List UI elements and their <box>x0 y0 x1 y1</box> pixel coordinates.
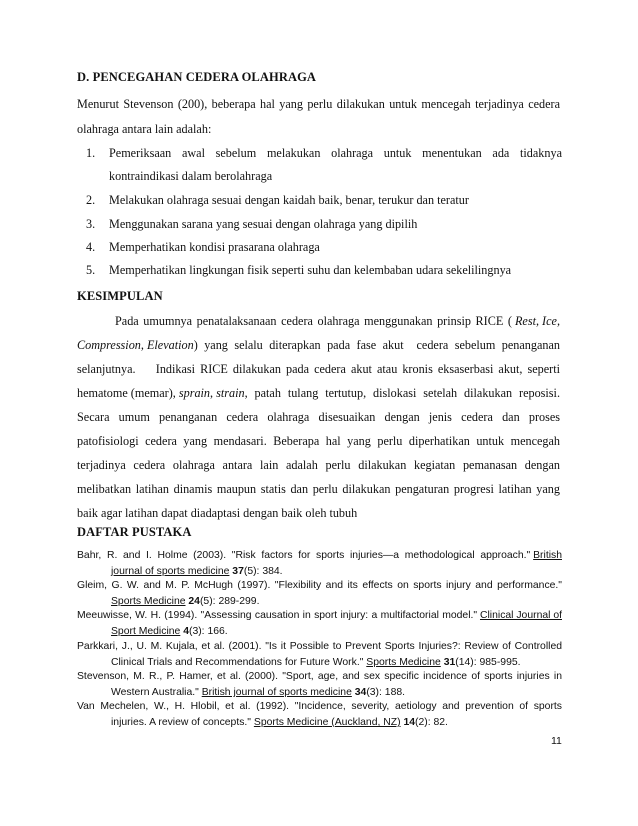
kesimpulan-line-1 <box>115 314 560 329</box>
kesimpulan-line-5: Secara umum penanganan cedera olahraga disesuaikan dengan jenis cedera dan proses <box>77 410 560 424</box>
kesimpulan-text: , patah tulang tertutup, dislokasi setelah dilakukan reposisi. <box>244 386 560 400</box>
reference-entry-continued <box>111 687 562 698</box>
kesimpulan-text: hematome (memar), <box>77 386 179 400</box>
reference-entry <box>77 610 562 621</box>
reference-entry-continued <box>111 626 562 637</box>
reference-entry: Parkkari, J., U. M. Kujala, et al. (2001). "Is it Possible to Prevent Sports Injuries?: Review of Controlled <box>77 641 562 652</box>
list-item-text: Melakukan olahraga sesuai dengan kaidah baik, benar, terukur dan teratur <box>109 193 469 207</box>
list-item-number: 4. <box>86 240 96 254</box>
reference-link[interactable]: Sport Medicine <box>111 626 181 637</box>
reference-entry <box>77 550 562 561</box>
list-item-number: 1. <box>86 146 96 160</box>
daftar-pustaka-heading: DAFTAR PUSTAKA <box>77 525 192 539</box>
kesimpulan-line-4 <box>77 386 560 401</box>
reference-entry: Van Mechelen, W., H. Hlobil, et al. (1992). "Incidence, severity, aetiology and prevention of sports <box>77 701 562 712</box>
list-item-text: Memperhatikan lingkungan fisik seperti suhu dan kelembaban udara sekelilingnya <box>109 263 512 277</box>
kesimpulan-line-9: baik agar latihan dapat diadaptasi dengan baik oleh tubuh <box>77 506 358 520</box>
reference-entry: Gleim, G. W. and M. P. McHugh (1997). "Flexibility and its effects on sports injury and performance." <box>77 580 562 591</box>
reference-entry-continued <box>111 717 562 728</box>
reference-volume: 24 <box>188 596 200 607</box>
list-item-text: Menggunakan sarana yang sesuai dengan olahraga yang dipilih <box>109 217 418 231</box>
section-d-heading: D. PENCEGAHAN CEDERA OLAHRAGA <box>77 70 317 84</box>
reference-link[interactable]: Sports Medicine <box>111 596 186 607</box>
kesimpulan-heading: KESIMPULAN <box>77 289 163 303</box>
kesimpulan-text: Pada umumnya penatalaksanaan cedera olahraga menggunakan prinsip RICE ( <box>115 314 512 328</box>
kesimpulan-text: ) yang selalu diterapkan pada fase akut cedera sebelum penanganan <box>193 338 560 352</box>
kesimpulan-line-6: patofisiologi cedera yang mendasari. Beberapa hal yang perlu diperhatikan untuk mencegah <box>77 434 560 448</box>
reference-entry-continued <box>111 596 562 607</box>
list-item-number: 5. <box>86 263 96 277</box>
list-item-text-continued: kontraindikasi dalam berolahraga <box>109 169 273 183</box>
reference-link[interactable]: Sports Medicine <box>366 657 441 668</box>
reference-entry: Stevenson, M. R., P. Hamer, et al. (2000). "Sport, age, and sex specific incidence of sports injuries in <box>77 671 562 682</box>
reference-volume: 14 <box>403 717 416 728</box>
kesimpulan-line-7: terjadinya cedera olahraga antara lain adalah perlu dilakukan kegiatan pemanasan dengan <box>77 458 560 472</box>
reference-link[interactable]: British <box>533 550 562 561</box>
sprain-term: sprain <box>178 386 211 400</box>
reference-text: (14): 985-995. <box>455 657 521 668</box>
reference-text: (5): 384. <box>243 566 283 577</box>
list-item-text: Memperhatikan kondisi prasarana olahraga <box>109 240 320 254</box>
list-item-number: 3. <box>86 217 96 231</box>
strain-term: strain <box>216 386 245 400</box>
compression-elevation-term: Compression, Elevation <box>77 338 194 352</box>
reference-link[interactable]: journal of sports medicine <box>111 566 230 577</box>
reference-text: (3): 166. <box>188 626 228 637</box>
kesimpulan-text: , <box>210 386 217 400</box>
reference-link[interactable]: British journal of sports medicine <box>201 687 352 698</box>
kesimpulan-line-2 <box>77 338 560 353</box>
reference-link[interactable]: Clinical Journal of <box>479 610 562 621</box>
reference-text: (2): 82. <box>415 717 448 728</box>
reference-text: injuries. A review of concepts." <box>111 717 254 728</box>
reference-text: (5): 289-299. <box>199 596 260 607</box>
reference-volume: 31 <box>443 657 456 668</box>
kesimpulan-line-8: melibatkan latihan dinamis maupun statis dan perlu dilakukan pengaturan progresi latihan yang <box>77 482 560 496</box>
page-number: 11 <box>551 735 562 747</box>
list-item-number: 2. <box>86 193 96 207</box>
reference-volume: 34 <box>354 687 367 698</box>
reference-text: Meeuwisse, W. H. (1994). "Assessing causation in sport injury: a multifactorial model." <box>77 610 480 621</box>
reference-link[interactable]: Sports Medicine (Auckland, NZ) <box>253 717 401 728</box>
reference-entry-continued <box>111 657 562 668</box>
reference-text: Western Australia." <box>111 687 202 698</box>
list-item-text: Pemeriksaan awal sebelum melakukan olahraga untuk menentukan ada tidaknya <box>109 146 562 160</box>
section-d-intro-line-1: Menurut Stevenson (200), beberapa hal yang perlu dilakukan untuk mencegah terjadinya cedera <box>77 97 560 111</box>
reference-text: Clinical Trials and Recommendations for Future Work." <box>111 657 367 668</box>
section-d-intro-line-2: olahraga antara lain adalah: <box>77 122 212 136</box>
reference-volume: 37 <box>232 566 244 577</box>
reference-volume: 4 <box>183 626 189 637</box>
reference-text: Bahr, R. and I. Holme (2003). "Risk factors for sports injuries—a methodological approach." <box>77 550 534 561</box>
kesimpulan-line-3: selanjutnya. Indikasi RICE dilakukan pada cedera akut atau kronis eksaserbasi akut, seperti <box>77 362 560 376</box>
reference-entry-continued <box>111 566 562 577</box>
rest-ice-term: Rest, Ice, <box>514 314 560 328</box>
reference-text: (3): 188. <box>366 687 406 698</box>
